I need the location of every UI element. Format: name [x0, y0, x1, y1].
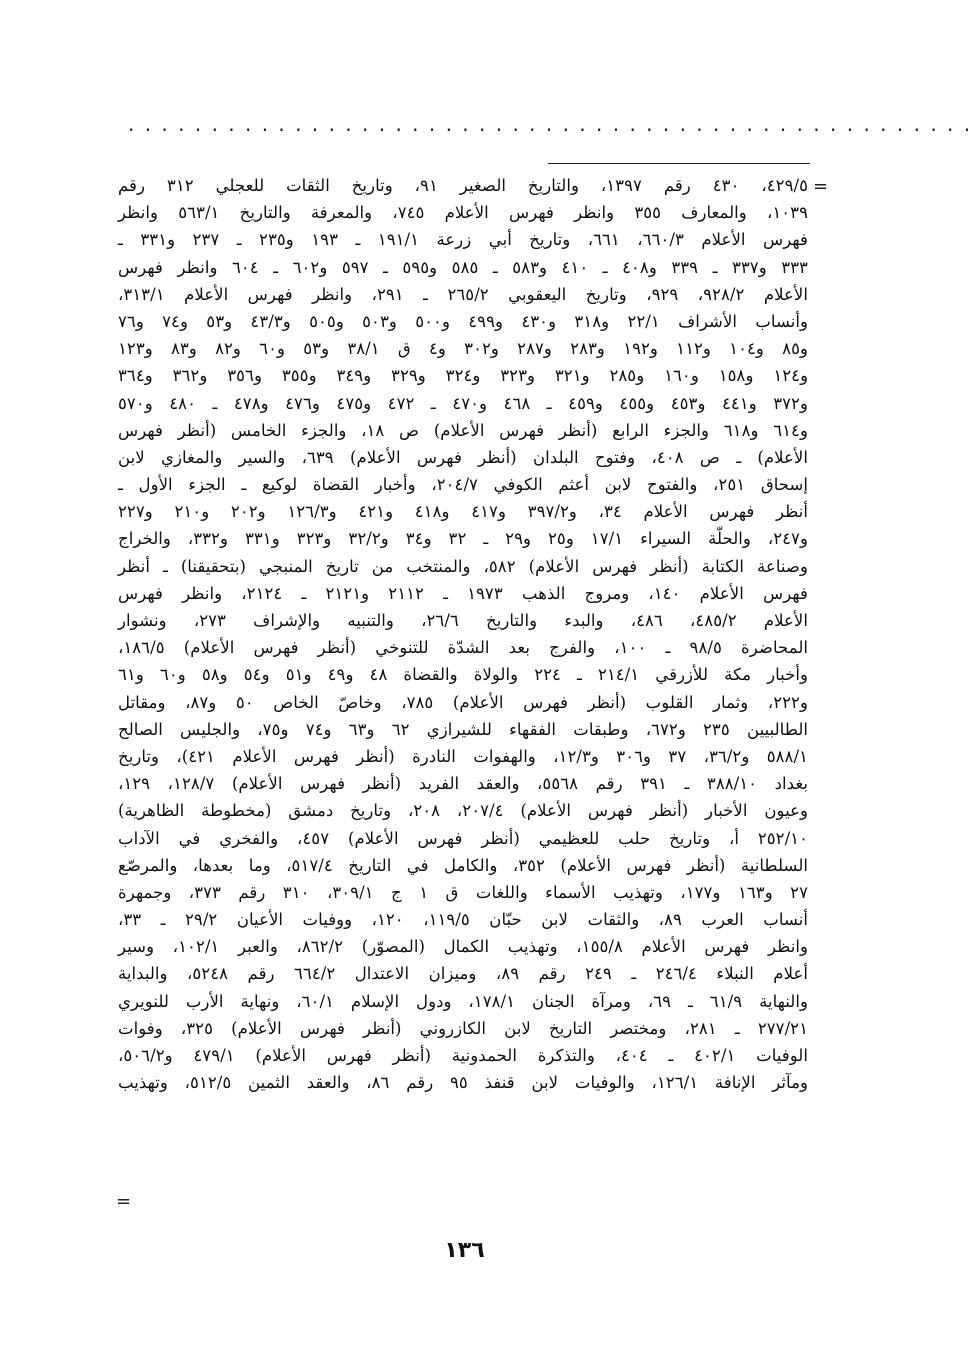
- footnote-line: ٢٥٢/١٠ أ، وتاريخ حلب للعظيمي (أنظر فهرس الأعلام) ٤٥٧، والفخري في الآداب: [118, 828, 808, 848]
- footnote-line: وصناعة الكتابة (أنظر فهرس الأعلام) ٥٨٢، والمنتخب من تاريخ المنبجي (بتحقيقنا) ـ أنظر: [118, 556, 808, 576]
- footnote-line: ٢٧٧/٢١ ـ ٢٨١، ومختصر التاريخ لابن الكازروني (أنظر فهرس الأعلام) ٣٢٥، وفوات: [118, 1018, 808, 1038]
- footnote-line: المحاضرة ٩٨/٥ ـ ١٠٠، والفرج بعد الشدّة للتنوخي (أنظر فهرس الأعلام) ١٨٦/٥،: [118, 638, 809, 658]
- footnote-line: ٥٨٨/١ و٣٦/٢، ٣٧ و٣٠٦ و١٢/٣، والهفوات النادرة (أنظر فهرس الأعلام ٤٢١)، وتاريخ: [118, 746, 808, 766]
- footnote-line: وأنساب الأشراف ٢٢/١ و٣١٨ و٤٣٠ و٤٩٩ و٥٠٠ و٥٠٣ و٥٠٥ و٤٣/٣ و٥٣ و٧٤ و٧٦: [118, 311, 809, 331]
- footnote-line: الوفيات ٤٠٢/١ ـ ٤٠٤، والتذكرة الحمدونية (أنظر فهرس الأعلام) ٤٧٩/١ و٥٠٦/٢،: [118, 1046, 808, 1065]
- footnote-line: أنساب العرب ٨٩، والثقات لابن حبّان ١١٩/٥، ١٢٠، ووفيات الأعيان ٢٩/٢ ـ ٣٣،: [118, 910, 808, 930]
- footnote-line: ٤٢٩/٥، ٤٣٠ رقم ١٣٩٧، والتاريخ الصغير ٩١، وتاريخ الثقات للعجلي ٣١٢ رقم: [118, 176, 808, 195]
- footnote-line: والنهاية ٦١/٩ ـ ٦٩، ومرآة الجنان ١٧٨/١، ودول الإسلام ٦٠/١، ونهاية الأرب للنويري: [118, 991, 808, 1011]
- continuation-mark-start: =: [813, 176, 829, 197]
- footnote-line: بغداد ٣٨٨/١٠ ـ ٣٩١ رقم ٥٥٦٨، والعقد الفريد (أنظر فهرس الأعلام) ١٢٨/٧، ١٢٩،: [118, 774, 808, 794]
- footnote-line: و٢٢٢، وثمار القلوب (أنظر فهرس الأعلام) ٧٨٥، وخاصّ الخاص ٥٠ و٨٧، ومقاتل: [118, 692, 808, 712]
- footnote-line: و٦١٤ و٦١٨ والجزء الرابع (أنظر فهرس الأعلام) ص ١٨، والجزء الخامس (أنظر فهرس: [118, 420, 808, 440]
- footnote-line: ٢٧ و١٦٣ و١٧٧، وتهذيب الأسماء واللغات ق ١ ج ٣٠٩/١، ٣١٠ رقم ٣٧٣، وجمهرة: [118, 882, 808, 902]
- footnote-line: ومآثر الإنافة ١٢٦/١، والوفيات لابن قنفذ ٩٥ رقم ٨٦، والعقد الثمين ٥١٢/٥، وتهذيب: [118, 1073, 808, 1093]
- footnote-line: السلطانية (أنظر فهرس الأعلام) ٣٥٢، والكامل في التاريخ ٥١٧/٤، وما بعدها، والمرصّع: [118, 855, 809, 875]
- footnote-line: و٨٥ و١٠٤ و١١٢ و١٩٢ و٢٨٣ و٢٨٧ و٣٠٢ و٤ ق ٣٨/١ و٥٣ و٦٠ و٨٢ و٨٣ و١٢٣: [118, 339, 808, 359]
- dotted-separator: . . . . . . . . . . . . . . . . . . . . . . . . . . . . . . . . . . . . . . . . . . . . . . . . . . .: [128, 112, 972, 136]
- footnote-line: وانظر فهرس الأعلام ١٥٥/٨، وتهذيب الكمال (المصوّر) ٨٦٢/٢، والعبر ١٠٢/١، وسير: [118, 937, 808, 957]
- footnote-line: فهرس الأعلام ١٤٠، ومروج الذهب ١٩٧٣ ـ ٢١١٢ و٢١٢١ ـ ٢١٢٤، وانظر فهرس: [118, 583, 808, 603]
- footnote-line: ١٠٣٩، والمعارف ٣٥٥ وانظر فهرس الأعلام ٧٤٥، والمعرفة والتاريخ ٥٦٣/١ وانظر: [118, 203, 808, 223]
- footnote-line: الأعلام) ـ ص ٤٠٨، وفتوح البلدان (أنظر فهرس الأعلام) ٦٣٩، والسير والمغازي لابن: [118, 447, 808, 467]
- footnote-line: الأعلام ٩٢٨/٢، ٩٢٩، وتاريخ اليعقوبي ٢٦٥/٢ ـ ٢٩١، وانظر فهرس الأعلام ٣١٣/١،: [118, 284, 808, 304]
- footnote-line: أعلام النبلاء ٢٤٦/٤ ـ ٢٤٩ رقم ٨٩، وميزان الاعتدال ٦٦٤/٢ رقم ٥٢٤٨، والبداية: [118, 964, 808, 984]
- footnote-line: و٢٤٧، والحلّة السيراء ١٧/١ و٢٥ و٢٩ ـ ٣٢ و٣٤ و٣٢/٢ و٣٢٣ و٣٣١ و٣٣٢، والخراج: [118, 529, 808, 549]
- footnote-line: إسحاق ٢٥١، والفتوح لابن أعثم الكوفي ٢٠٤/٧، وأخبار القضاة لوكيع ـ الجزء الأول ـ: [118, 475, 808, 495]
- footnote-line: الطالبيين ٢٣٥ و٦٧٢، وطبقات الفقهاء للشيرازي ٦٢ و٦٣ و٧٤ و٧٥، والجليس الصالح: [118, 719, 808, 739]
- footnote-line: ٣٣٣ و٣٣٧ ـ ٣٣٩ و٤٠٨ ـ ٤١٠ و٥٨٣ ـ ٥٨٥ و٥٩٥ ـ ٥٩٧ و٦٠٢ ـ ٦٠٤ وانظر فهرس: [118, 257, 808, 277]
- footnote-line: و١٢٤ و١٥٨ و١٦٠ و٢٨٥ و٣٢١ و٣٢٣ و٣٢٤ و٣٢٩ و٣٤٩ و٣٥٥ و٣٥٦ و٣٦٢ و٣٦٤: [118, 366, 809, 386]
- footnote-line: الأعلام ٤٨٥/٢، ٤٨٦، والبدء والتاريخ ٢٦/٦، والتنبيه والإشراف ٢٧٣، ونشوار: [118, 611, 808, 630]
- footnote-line: وعيون الأخبار (أنظر فهرس الأعلام) ٢٠٧/٤، ٢٠٨، وتاريخ دمشق (مخطوطة الظاهرية): [118, 801, 808, 821]
- footnote-text: [118, 172, 808, 1096]
- continuation-mark-end: =: [116, 1191, 132, 1212]
- footnote-line: أنظر فهرس الأعلام ٣٤، و٣٩٧/٢ و٤١٧ و٤١٨ و٤٢١ و١٢٦/٣ و٢٠٢ و٢١٠ و٢٢٧: [118, 502, 808, 522]
- footnote-line: وأخبار مكة للأزرقي ٢١٤/١ ـ ٢٢٤ والولاة والقضاة ٤٨ و٤٩ و٥١ و٥٤ و٥٨ و٦٠ و٦١: [118, 665, 809, 685]
- footnote-rule: [548, 163, 810, 164]
- footnote-line: و٣٧٢ و٤٤١ و٤٥٣ و٤٥٥ و٤٥٩ ـ ٤٦٨ و٤٧٠ ـ ٤٧٢ و٤٧٥ و٤٧٦ و٤٧٨ ـ ٤٨٠ و٥٧٠: [118, 393, 808, 413]
- footnote-line: فهرس الأعلام ٦٦٠/٣، ٦٦١، وتاريخ أبي زرعة ١٩١/١ ـ ١٩٣ و٢٣٥ ـ ٢٣٧ و٣٣١ ـ: [118, 230, 808, 250]
- page-number: ١٣٦: [444, 1238, 485, 1263]
